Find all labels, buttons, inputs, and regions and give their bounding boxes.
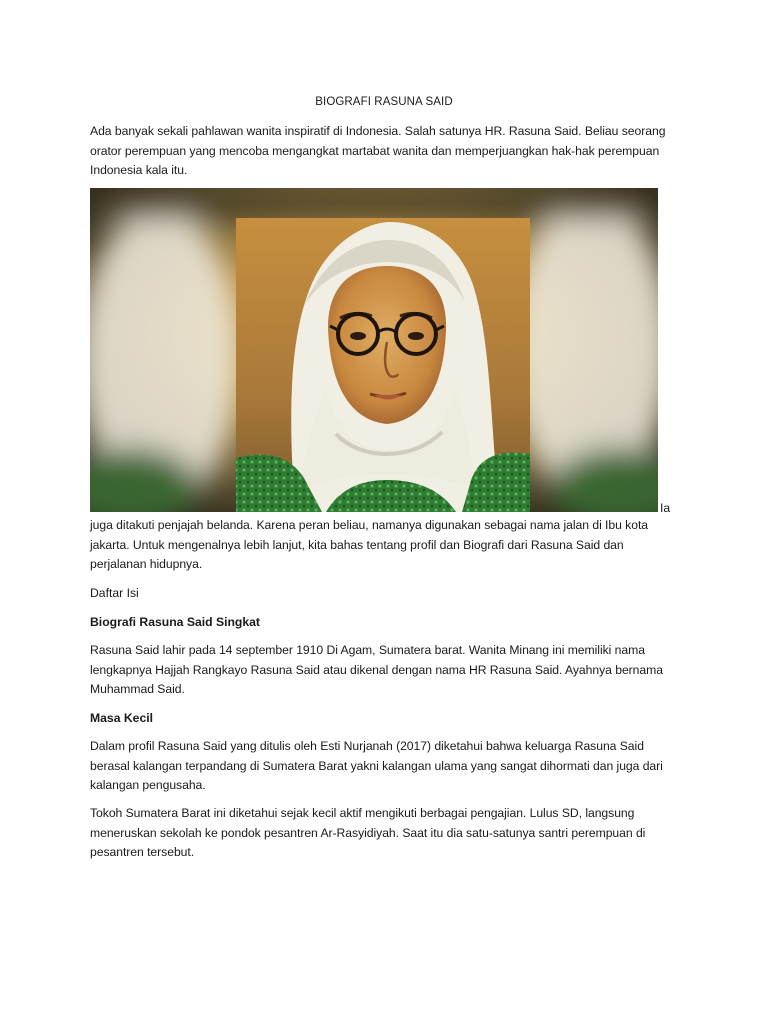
table-of-contents-label: Daftar Isi (90, 586, 139, 600)
section-heading-masa-kecil: Masa Kecil (90, 711, 154, 725)
section-heading-biografi: Biografi Rasuna Said Singkat (90, 615, 260, 629)
document-title: BIOGRAFI RASUNA SAID (315, 96, 453, 108)
painting-frame (236, 218, 530, 512)
intro-paragraph: Ada banyak sekali pahlawan wanita inspiratif di Indonesia. Salah satunya HR. Rasuna Said. Beliau seorang orator perempuan yang mencoba mengangkat martabat wanita dan memperjuangkan hak-hak perempuan Indonesia kala itu. (90, 124, 666, 177)
section-paragraph-masa-kecil-1: Dalam profil Rasuna Said yang ditulis oleh Esti Nurjanah (2017) diketahui bahwa keluarga Rasuna Said berasal kalangan terpandang di Sumatera Barat yakni kalangan ulama yang sangat dihormati dan juga dari kalangan pengusaha. (90, 739, 663, 792)
after-image-paragraph: juga ditakuti penjajah belanda. Karena peran beliau, namanya digunakan sebagai nama jalan di Ibu kota jakarta. Untuk mengenalnya lebih lanjut, kita bahas tentang profil dan Biografi dari Rasuna Said dan perjalanan hidupnya. (90, 518, 649, 571)
section-paragraph-masa-kecil-2: Tokoh Sumatera Barat ini diketahui sejak kecil aktif mengikuti berbagai pengajian. Lulus SD, langsung meneruskan sekolah ke pondok pesantren Ar-Rasyidiyah. Saat itu dia satu-satunya santri perempuan di pesantren tersebut. (90, 806, 646, 859)
section-paragraph-biografi: Rasuna Said lahir pada 14 september 1910 Di Agam, Sumatera barat. Wanita Minang ini memiliki nama lengkapnya Hajjah Rangkayo Rasuna Said atau dikenal dengan nama HR Rasuna Said. Ayahnya bernama Muhammad Said. (90, 643, 663, 696)
portrait-image (90, 188, 658, 512)
inline-continuation-word: Ia (660, 501, 671, 515)
